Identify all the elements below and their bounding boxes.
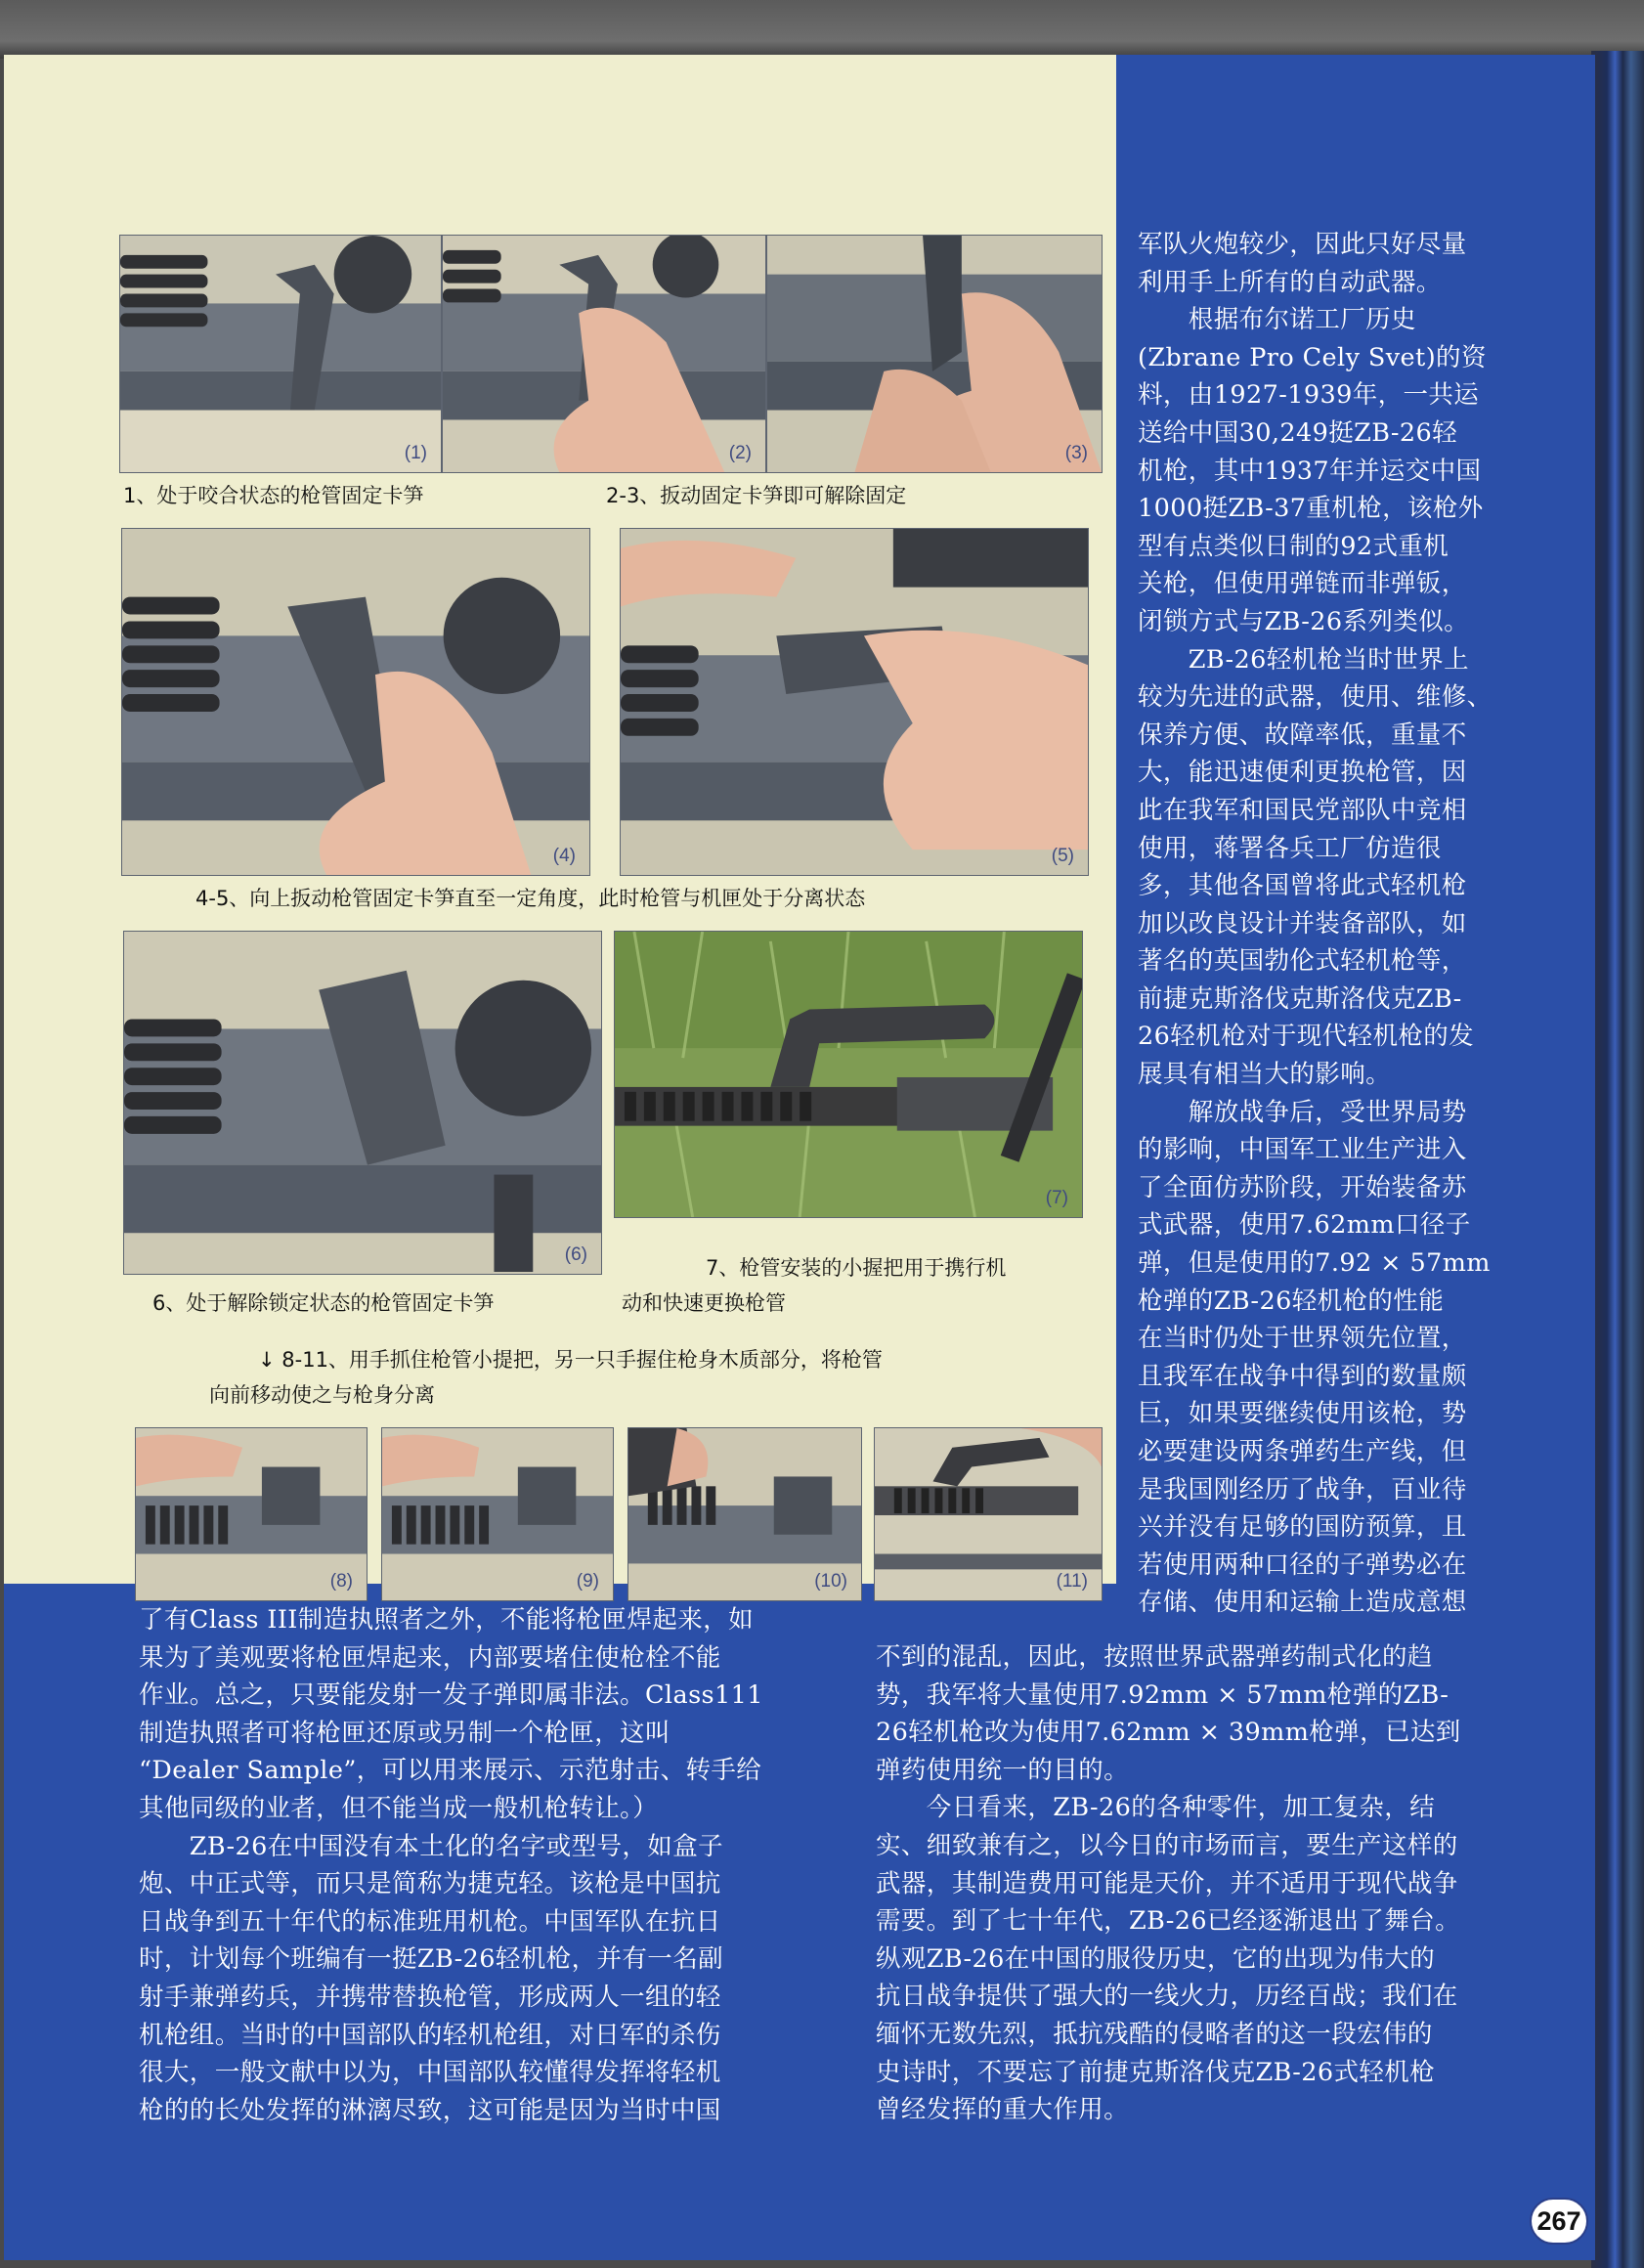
text-line: 若使用两种口径的子弹势必在 bbox=[1138, 1549, 1467, 1580]
text-line: 闭锁方式与ZB-26系列类似。 bbox=[1138, 606, 1469, 636]
text-line: 加以改良设计并装备部队，如 bbox=[1138, 908, 1467, 938]
right-text-column bbox=[1138, 226, 1578, 1622]
text-line: 缅怀无数先烈，抵抗残酷的侵略者的这一段宏伟的 bbox=[876, 2019, 1433, 2049]
text-line: 保养方便、故障率低，重量不 bbox=[1138, 720, 1467, 750]
text-line: 军队火炮较少，因此只好尽量 bbox=[1138, 230, 1467, 259]
text-line: (Zbrane Pro Cely Svet)的资 bbox=[1138, 342, 1487, 372]
photo-number: (6) bbox=[564, 1244, 587, 1265]
text-line: 作业。总之，只要能发射一发子弹即属非法。Class111 bbox=[139, 1680, 763, 1711]
photo-6 bbox=[123, 931, 602, 1275]
text-line: 26轻机枪对于现代轻机枪的发 bbox=[1138, 1022, 1475, 1052]
text-line: 关枪，但使用弹链而非弹钣， bbox=[1138, 569, 1467, 599]
caption-1: 1、处于咬合状态的枪管固定卡笋 bbox=[123, 484, 424, 507]
text-line: 其他同级的业者，但不能当成一般机枪转让。） bbox=[139, 1793, 659, 1823]
scan-background-top bbox=[0, 0, 1644, 59]
text-line: 了有Class III制造执照者之外，不能将枪匣焊起来，如 bbox=[139, 1605, 754, 1635]
text-line: 时，计划每个班编有一挺ZB-26轻机枪，并有一名副 bbox=[139, 1944, 723, 1975]
photo-number: (10) bbox=[814, 1571, 847, 1592]
text-line: 此在我军和国民党部队中竞相 bbox=[1138, 795, 1467, 825]
text-line: 今日看来，ZB-26的各种零件，加工复杂，结 bbox=[876, 1793, 1436, 1823]
bottom-right-text-column bbox=[876, 1638, 1560, 2129]
text-line: 制造执照者可将枪匣还原或另制一个枪匣，这叫 bbox=[139, 1718, 671, 1748]
text-line: 利用手上所有的自动武器。 bbox=[1138, 267, 1442, 297]
text-line: 曾经发挥的重大作用。 bbox=[876, 2095, 1130, 2125]
text-line: 史诗时，不要忘了前捷克斯洛伐克ZB-26式轻机枪 bbox=[876, 2057, 1436, 2087]
magazine-page bbox=[4, 55, 1595, 2260]
text-line: 机枪，其中1937年并运交中国 bbox=[1138, 456, 1482, 486]
text-line: 是我国刚经历了战争，百业待 bbox=[1138, 1474, 1467, 1505]
photo-panel bbox=[4, 55, 1116, 1592]
photo-number: (5) bbox=[1051, 846, 1074, 866]
text-line: 枪弹的ZB-26轻机枪的性能 bbox=[1138, 1286, 1445, 1316]
photo-number: (1) bbox=[404, 443, 427, 463]
photo-3 bbox=[766, 235, 1103, 473]
photo-9 bbox=[381, 1427, 614, 1601]
photo-2 bbox=[442, 235, 766, 473]
text-line: 1000挺ZB-37重机枪，该枪外 bbox=[1138, 494, 1484, 524]
text-line: 前捷克斯洛伐克斯洛伐克ZB- bbox=[1138, 983, 1462, 1014]
page-number: 267 bbox=[1530, 2198, 1588, 2245]
text-line: 果为了美观要将枪匣焊起来，内部要堵住使枪栓不能 bbox=[139, 1642, 721, 1673]
text-line: 弹，但是使用的7.92 × 57mm bbox=[1138, 1248, 1491, 1279]
text-line: 较为先进的武器，使用、维修、 bbox=[1138, 682, 1493, 713]
text-line: 存储、使用和运输上造成意想 bbox=[1138, 1588, 1467, 1618]
photo-number: (4) bbox=[552, 846, 576, 866]
photo-number: (11) bbox=[1056, 1571, 1088, 1592]
caption-2-3: 2-3、扳动固定卡笋即可解除固定 bbox=[606, 484, 907, 507]
photo-number: (7) bbox=[1045, 1188, 1068, 1208]
text-line: 必要建设两条弹药生产线，但 bbox=[1138, 1437, 1467, 1466]
text-line: 且我军在战争中得到的数量颇 bbox=[1138, 1361, 1467, 1391]
text-line: 兴并没有足够的国防预算，且 bbox=[1138, 1512, 1467, 1543]
caption-8-11-line1: ↓ 8-11、用手抓住枪管小提把，另一只手握住枪身木质部分，将枪管 bbox=[258, 1348, 883, 1372]
text-line: 料，由1927-1939年，一共运 bbox=[1138, 380, 1480, 411]
photo-4 bbox=[121, 528, 590, 876]
text-line: 势，我军将大量使用7.92mm × 57mm枪弹的ZB- bbox=[876, 1679, 1449, 1710]
photo-10 bbox=[627, 1427, 862, 1601]
text-line: 多，其他各国曾将此式轻机枪 bbox=[1138, 871, 1467, 901]
text-line: “Dealer Sample”，可以用来展示、示范射击、转手给 bbox=[139, 1756, 762, 1786]
text-line: 送给中国30,249挺ZB-26轻 bbox=[1138, 417, 1458, 448]
caption-8-11-line2: 向前移动使之与枪身分离 bbox=[209, 1383, 435, 1407]
text-line: 需要。到了七十年代，ZB-26已经逐渐退出了舞台。 bbox=[876, 1906, 1460, 1937]
text-line: 著名的英国勃伦式轻机枪等， bbox=[1138, 946, 1467, 977]
text-line: 纵观ZB-26在中国的服役历史，它的出现为伟大的 bbox=[876, 1943, 1436, 1974]
text-line: 武器，其制造费用可能是天价，并不适用于现代战争 bbox=[876, 1868, 1458, 1898]
text-line: 解放战争后，受世界局势 bbox=[1138, 1097, 1467, 1127]
text-line: 机枪组。当时的中国部队的轻机枪组，对日军的杀伤 bbox=[139, 2020, 721, 2050]
text-line: 展具有相当大的影响。 bbox=[1138, 1060, 1392, 1090]
text-line: 枪的的长处发挥的淋漓尽致，这可能是因为当时中国 bbox=[139, 2095, 721, 2125]
text-line: 射手兼弹药兵，并携带替换枪管，形成两人一组的轻 bbox=[139, 1982, 721, 2012]
text-line: 很大，一般文献中以为，中国部队较懂得发挥将轻机 bbox=[139, 2058, 721, 2088]
text-line: 使用，蒋署各兵工厂仿造很 bbox=[1138, 833, 1442, 863]
text-line: ZB-26轻机枪当时世界上 bbox=[1138, 644, 1469, 675]
text-line: 巨，如果要继续使用该枪，势 bbox=[1138, 1399, 1467, 1429]
text-line: 大，能迅速便利更换枪管，因 bbox=[1138, 758, 1467, 788]
text-line: 抗日战争提供了强大的一线火力，历经百战；我们在 bbox=[876, 1982, 1458, 2012]
text-line: 炮、中正式等，而只是简称为捷克轻。该枪是中国抗 bbox=[139, 1869, 721, 1899]
bottom-left-text-column bbox=[139, 1601, 813, 2129]
text-line: ZB-26在中国没有本土化的名字或型号，如盒子 bbox=[139, 1831, 723, 1861]
caption-4-5: 4-5、向上扳动枪管固定卡笋直至一定角度，此时枪管与机匣处于分离状态 bbox=[195, 887, 866, 910]
photo-number: (3) bbox=[1064, 443, 1088, 463]
page-edge bbox=[1591, 51, 1644, 2268]
photo-1 bbox=[119, 235, 442, 473]
text-line: 根据布尔诺工厂历史 bbox=[1138, 305, 1416, 335]
text-line: 的影响，中国军工业生产进入 bbox=[1138, 1135, 1467, 1165]
photo-number: (2) bbox=[728, 443, 752, 463]
text-line: 在当时仍处于世界领先位置， bbox=[1138, 1324, 1467, 1354]
photo-number: (8) bbox=[329, 1571, 353, 1592]
caption-7-line1: 7、枪管安装的小握把用于携行机 bbox=[706, 1256, 1007, 1280]
text-line: 26轻机枪改为使用7.62mm × 39mm枪弹，已达到 bbox=[876, 1718, 1461, 1748]
photo-11 bbox=[874, 1427, 1103, 1601]
photo-5 bbox=[620, 528, 1089, 876]
photo-7 bbox=[614, 931, 1083, 1218]
text-line: 实、细致兼有之，以今日的市场而言，要生产这样的 bbox=[876, 1830, 1458, 1860]
text-line: 了全面仿苏阶段，开始装备苏 bbox=[1138, 1172, 1467, 1202]
caption-7-line2: 动和快速更换枪管 bbox=[622, 1291, 786, 1315]
text-line: 式武器，使用7.62mm口径子 bbox=[1138, 1210, 1471, 1241]
text-line: 型有点类似日制的92式重机 bbox=[1138, 531, 1449, 561]
photo-number: (9) bbox=[576, 1571, 599, 1592]
text-line: 日战争到五十年代的标准班用机枪。中国军队在抗日 bbox=[139, 1906, 721, 1937]
text-line: 弹药使用统一的目的。 bbox=[876, 1755, 1130, 1785]
photo-8 bbox=[135, 1427, 368, 1601]
text-line: 不到的混乱，因此，按照世界武器弹药制式化的趋 bbox=[876, 1642, 1433, 1672]
caption-6: 6、处于解除锁定状态的枪管固定卡笋 bbox=[152, 1291, 495, 1315]
